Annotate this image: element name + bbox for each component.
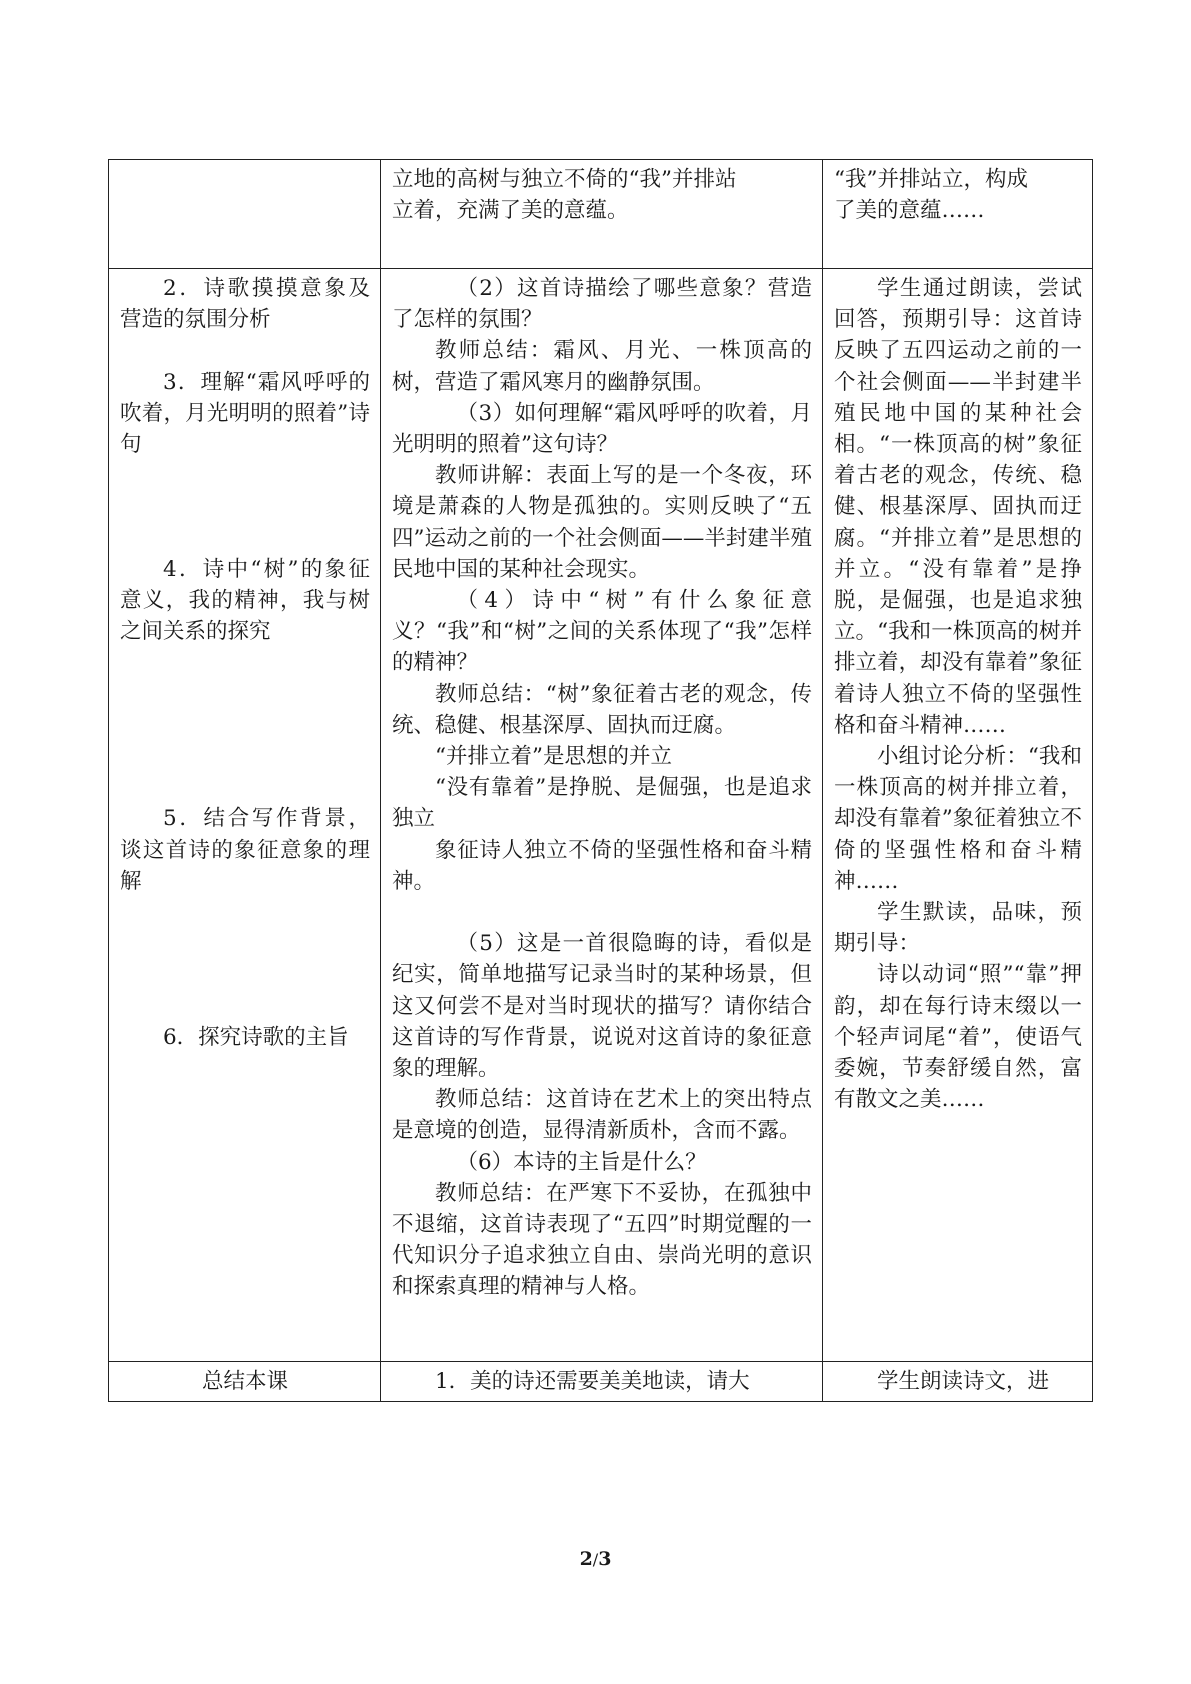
table-cell bbox=[109, 1362, 381, 1402]
table-cell bbox=[381, 1362, 823, 1402]
question-5: （5）这是一首很隐晦的诗，看似是纪实，简单地描写记录当时的某种场景，但这又何尝不是对当时现状的描写？请你结合这首诗的写作背景，说说对这首诗的象征意象的理解。 bbox=[392, 931, 812, 1082]
table-cell bbox=[109, 269, 381, 1362]
step-item-2: 2．诗歌摸摸意象及营造的氛围分析 bbox=[120, 276, 370, 333]
summary-label: 总结本课 bbox=[201, 1369, 288, 1394]
step-item-5: 5．结合写作背景，谈这首诗的象征意象的理解 bbox=[120, 806, 370, 894]
teacher-summary-5: 教师总结：这首诗在艺术上的突出特点是意境的创造，显得清新质朴，含而不露。 bbox=[392, 1087, 812, 1144]
page-separator: / bbox=[592, 1550, 599, 1569]
table-row bbox=[109, 269, 1093, 1362]
student-text: “我”并排站立，构成 bbox=[834, 167, 1028, 192]
student-activity-2: 小组讨论分析：“我和一株顶高的树并排立着，却没有靠着”象征着独立不倚的坚强性格和奋斗精神…… bbox=[834, 744, 1082, 894]
table-cell bbox=[823, 269, 1093, 1362]
table-row bbox=[109, 160, 1093, 269]
table-cell bbox=[381, 269, 823, 1362]
table-cell bbox=[823, 1362, 1093, 1402]
step-item-3: 3．理解“霜风呼呼的吹着，月光明明的照着”诗句 bbox=[120, 369, 370, 457]
step-item-4: 4．诗中“树”的象征意义，我的精神，我与树之间关系的探究 bbox=[120, 556, 370, 645]
teacher-summary-4: 教师总结：“树”象征着古老的观念，传统、稳健、根基深厚、固执而迂腐。 bbox=[392, 681, 812, 738]
student-activity-4: 诗以动词“照”“靠”押韵，却在每行诗末缀以一个轻声词尾“着”，使语气委婉，节奏舒缓自然，富有散文之美…… bbox=[834, 962, 1082, 1113]
teacher-text: 立着，充满了美的意蕴。 bbox=[392, 198, 629, 224]
lesson-plan-table bbox=[108, 159, 1093, 1402]
teacher-summary-2: 教师总结：霜风、月光、一株顶高的树，营造了霜风寒月的幽静氛围。 bbox=[392, 338, 812, 395]
student-text: 了美的意蕴…… bbox=[834, 198, 985, 224]
step-item-6: 6．探究诗歌的主旨 bbox=[163, 1024, 349, 1050]
summary-student-text: 学生朗读诗文，进 bbox=[877, 1369, 1050, 1394]
teacher-summary-4d: 象征诗人独立不倚的坚强性格和奋斗精神。 bbox=[392, 837, 812, 894]
question-2: （2）这首诗描绘了哪些意象？营造了怎样的氛围？ bbox=[392, 276, 812, 333]
table-cell bbox=[381, 160, 823, 269]
table-cell bbox=[109, 160, 381, 269]
teacher-explain-3: 教师讲解：表面上写的是一个冬夜，环境是萧森的人物是孤独的。实则反映了“五四”运动之前的一个社会侧面——半封建半殖民地中国的某种社会现实。 bbox=[392, 463, 812, 582]
question-6: （6）本诗的主旨是什么？ bbox=[456, 1149, 707, 1175]
teacher-summary-4b: “并排立着”是思想的并立 bbox=[435, 744, 672, 770]
teacher-summary-4c: “没有靠着”是挣脱、是倔强，也是追求独立 bbox=[392, 775, 812, 832]
teacher-summary-6: 教师总结：在严寒下不妥协，在孤独中不退缩，这首诗表现了“五四”时期觉醒的一代知识分子追求独立自由、崇尚光明的意识和探索真理的精神与人格。 bbox=[392, 1180, 812, 1300]
teacher-text: 立地的高树与独立不倚的“我”并排站 bbox=[392, 167, 737, 192]
table-cell bbox=[823, 160, 1093, 269]
current-page: 2 bbox=[579, 1548, 593, 1570]
page-number bbox=[0, 1548, 1191, 1570]
summary-teacher-text: 1．美的诗还需要美美地读，请大 bbox=[435, 1369, 750, 1394]
question-4: （4）诗中“树”有什么象征意义？“我”和“树”之间的关系体现了“我”怎样的精神？ bbox=[392, 588, 812, 676]
student-activity-3: 学生默读，品味，预期引导： bbox=[834, 900, 1082, 957]
table-row bbox=[109, 1362, 1093, 1402]
total-pages: 3 bbox=[598, 1548, 612, 1570]
question-3: （3）如何理解“霜风呼呼的吹着，月光明明的照着”这句诗？ bbox=[392, 400, 812, 458]
student-activity-1: 学生通过朗读，尝试回答，预期引导：这首诗反映了五四运动之前的一个社会侧面——半封建半殖民地中国的某种社会相。“一株顶高的树”象征着古老的观念，传统、稳健、根基深厚、固执而迂腐。“并排立着”是思想的并立。“没有靠着”是挣脱，是倔强，也是追求独立。“我和一株顶高的树并排立着，却没有靠着”象征着诗人独立不倚的坚强性格和奋斗精神…… bbox=[834, 276, 1082, 738]
